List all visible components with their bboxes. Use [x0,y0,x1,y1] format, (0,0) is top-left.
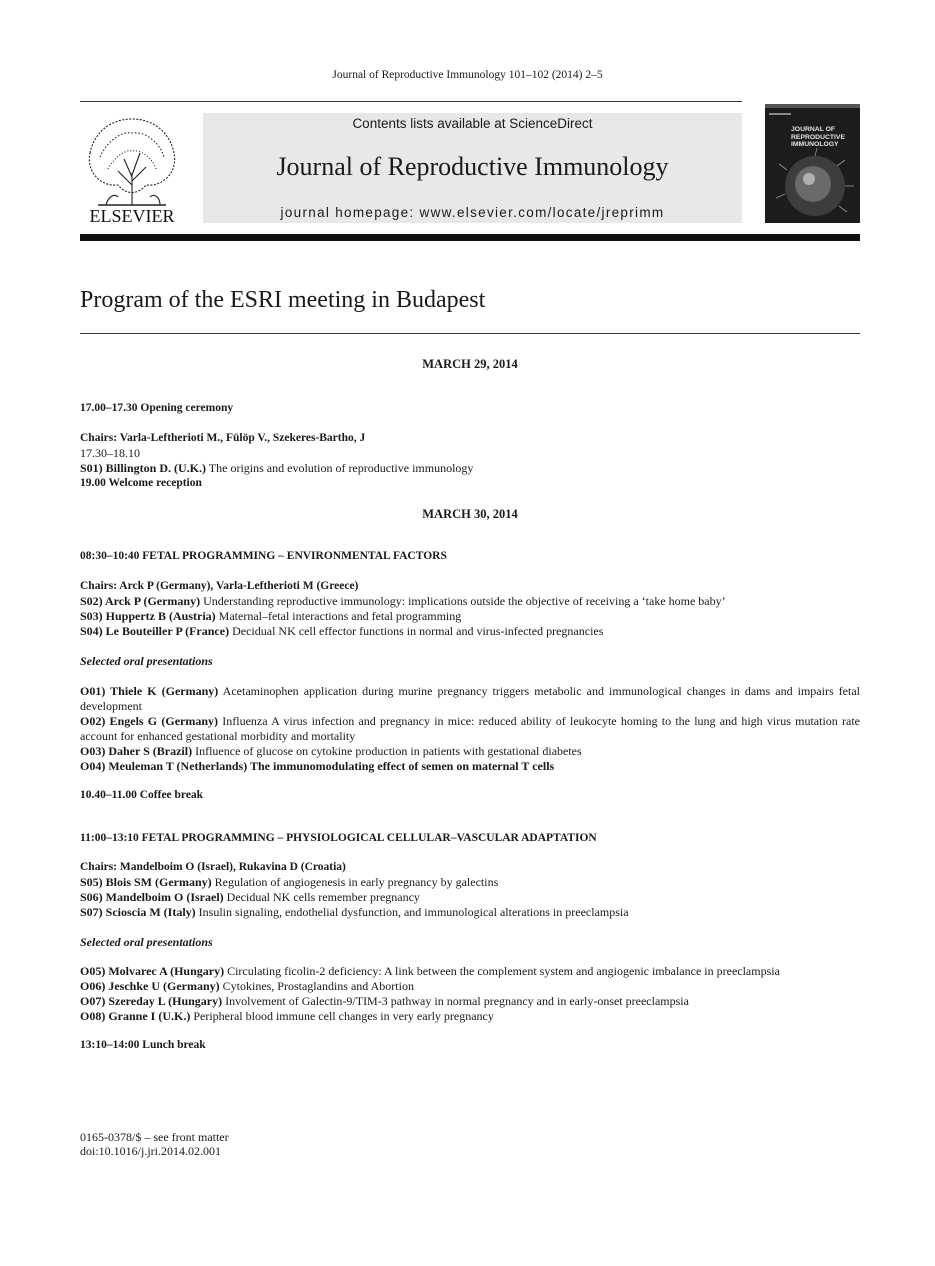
selected-orals-label: Selected oral presentations [80,654,213,668]
oral-entry: O06) Jeschke U (Germany) Cytokines, Prostaglandins and Abortion [80,979,414,993]
oral-entry: O02) Engels G (Germany) Influenza A virus infection and pregnancy in mice: reduced ability of leukocyte homing to the lung and high virus mutation rate account for enhanced gestational morbidity and mortality [80,714,860,743]
oral-entry: O01) Thiele K (Germany) Acetaminophen application during murine pregnancy triggers metabolic and immunological changes in dams and impairs fetal development [80,684,861,713]
talk-entry: S05) Blois SM (Germany) Regulation of angiogenesis in early pregnancy by galectins [80,875,499,889]
issn-line: 0165-0378/$ – see front matter [80,1130,229,1144]
oral-entry: O03) Daher S (Brazil) Influence of glucose on cytokine production in patients with gestational diabetes [80,744,582,758]
day2-date: MARCH 30, 2014 [422,507,518,521]
publisher-name: ELSEVIER [89,206,175,225]
cover-title: JOURNAL OF REPRODUCTIVE IMMUNOLOGY [791,126,846,148]
cover-image-icon [765,104,860,223]
selected-orals-label: Selected oral presentations [80,935,213,949]
program-body [80,357,860,1053]
talk-entry: S04) Le Bouteiller P (France) Decidual NK cell effector functions in normal and virus-infected pregnancies [80,624,604,638]
running-head: Journal of Reproductive Immunology 101–102 (2014) 2–5 [332,69,603,81]
talk-entry: S03) Huppertz B (Austria) Maternal–fetal interactions and fetal programming [80,609,462,623]
talk-entry: S07) Scioscia M (Italy) Insulin signaling, endothelial dysfunction, and immunological alterations in preeclampsia [80,905,629,919]
journal-banner [203,113,742,223]
journal-title: Journal of Reproductive Immunology [276,152,669,181]
opening-ceremony: 17.00–17.30 Opening ceremony [80,402,234,414]
elsevier-tree-icon [80,113,184,225]
session1-chairs: Chairs: Arck P (Germany), Varla-Leftherioti M (Greece) [80,580,359,592]
lunch-break: 13:10–14:00 Lunch break [80,1039,206,1051]
journal-cover [765,104,860,223]
article-title: Program of the ESRI meeting in Budapest [80,287,486,313]
oral-entry: O07) Szereday L (Hungary) Involvement of Galectin-9/TIM-3 pathway in normal pregnancy and in early-onset preeclampsia [80,994,689,1008]
elsevier-logo [80,113,184,225]
footer [80,1130,229,1158]
talk-entry: S02) Arck P (Germany) Understanding reproductive immunology: implications outside the objective of receiving a ‘take home baby’ [80,594,726,608]
title-rule [80,333,860,334]
contents-line: Contents lists available at ScienceDirect [352,116,593,131]
header-thick-rule [80,234,860,241]
doi-line[interactable]: doi:10.1016/j.jri.2014.02.001 [80,1144,221,1158]
oral-entry: O08) Granne I (U.K.) Peripheral blood immune cell changes in very early pregnancy [80,1009,494,1023]
session2-chairs: Chairs: Mandelboim O (Israel), Rukavina D (Croatia) [80,861,346,873]
oral-entry: O05) Molvarec A (Hungary) Circulating ficolin-2 deficiency: A link between the complement system and angiogenic imbalance in preeclampsia [80,964,780,978]
welcome-reception: 19.00 Welcome reception [80,477,202,489]
journal-homepage[interactable]: journal homepage: www.elsevier.com/locate/jreprimm [280,205,665,220]
talk-entry: S06) Mandelboim O (Israel) Decidual NK cells remember pregnancy [80,890,420,904]
oral-entry: O04) Meuleman T (Netherlands) The immunomodulating effect of semen on maternal T cells [80,759,555,773]
session2-heading: 11:00–13:10 FETAL PROGRAMMING – PHYSIOLOGICAL CELLULAR–VASCULAR ADAPTATION [80,832,597,844]
day1-date: MARCH 29, 2014 [422,357,518,371]
session1-heading: 08:30–10:40 FETAL PROGRAMMING – ENVIRONMENTAL FACTORS [80,550,447,562]
day1-chairs: Chairs: Varla-Leftherioti M., Fülöp V., Szekeres-Bartho, J [80,432,366,444]
header-rule [80,101,742,102]
day1-time: 17.30–18.10 [80,446,140,460]
coffee-break: 10.40–11.00 Coffee break [80,789,204,801]
talk-entry: S01) Billington D. (U.K.) The origins and evolution of reproductive immunology [80,461,474,475]
